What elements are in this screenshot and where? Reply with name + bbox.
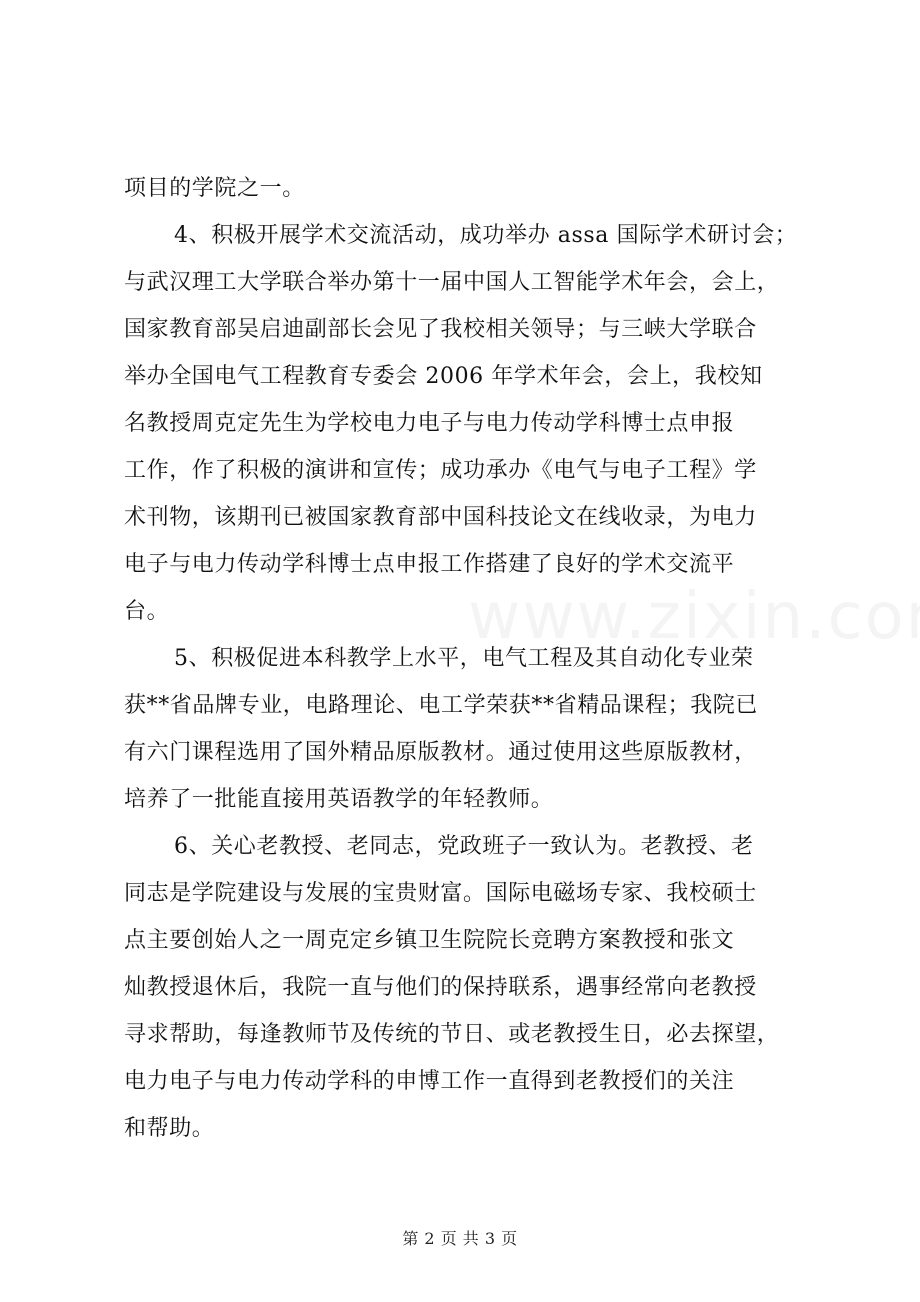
text-line: 5、积极促进本科教学上水平，电气工程及其自动化专业荣 — [174, 646, 754, 671]
text-line: 工作，作了积极的演讲和宣传；成功承办《电气与电子工程》学 — [124, 458, 757, 483]
text-line: 国家教育部吴启迪副部长会见了我校相关领导；与三峡大学联合 — [124, 317, 757, 342]
text-line: 与武汉理工大学联合举办第十一届中国人工智能学术年会，会上， — [124, 270, 780, 295]
paragraph-4 — [124, 212, 824, 635]
text-line: 获**省品牌专业，电路理论、电工学荣获**省精品课程；我院已 — [124, 693, 759, 718]
text-line: 同志是学院建设与发展的宝贵财富。国际电磁场专家、我校硕士 — [124, 881, 757, 906]
text-line: 举办全国电气工程教育专委会 2006 年学术年会，会上，我校知 — [124, 364, 763, 389]
text-line: 名教授周克定先生为学校电力电子与电力传动学科博士点申报 — [124, 411, 735, 436]
text-line: 灿教授退休后，我院一直与他们的保持联系，遇事经常向老教授 — [124, 975, 757, 1000]
text-line: 电力电子与电力传动学科的申博工作一直得到老教授们的关注 — [124, 1069, 735, 1094]
paragraph-continuation — [124, 165, 824, 212]
text-line: 6、关心老教授、老同志，党政班子一致认为。老教授、老 — [174, 834, 754, 859]
text-line: 电子与电力传动学科博士点申报工作搭建了良好的学术交流平 — [124, 552, 735, 577]
text-line: 点主要创始人之一周克定乡镇卫生院院长竞聘方案教授和张文 — [124, 928, 735, 953]
document-body — [124, 165, 824, 1152]
text-line: 有六门课程选用了国外精品原版教材。通过使用这些原版教材， — [124, 740, 757, 765]
text-line: 项目的学院之一。 — [124, 176, 305, 201]
text-line: 培养了一批能直接用英语教学的年轻教师。 — [124, 787, 554, 812]
paragraph-6 — [124, 823, 824, 1152]
text-line: 台。 — [124, 599, 170, 624]
text-line: 和帮助。 — [124, 1116, 215, 1141]
text-line: 术刊物，该期刊已被国家教育部中国科技论文在线收录，为电力 — [124, 505, 757, 530]
text-line: 寻求帮助，每逢教师节及传统的节日、或老教授生日，必去探望， — [124, 1022, 780, 1047]
page-footer: 第 2 页 共 3 页 — [402, 1229, 518, 1248]
text-line: 4、积极开展学术交流活动，成功举办 assa 国际学术研讨会； — [174, 223, 798, 248]
paragraph-5 — [124, 635, 824, 823]
